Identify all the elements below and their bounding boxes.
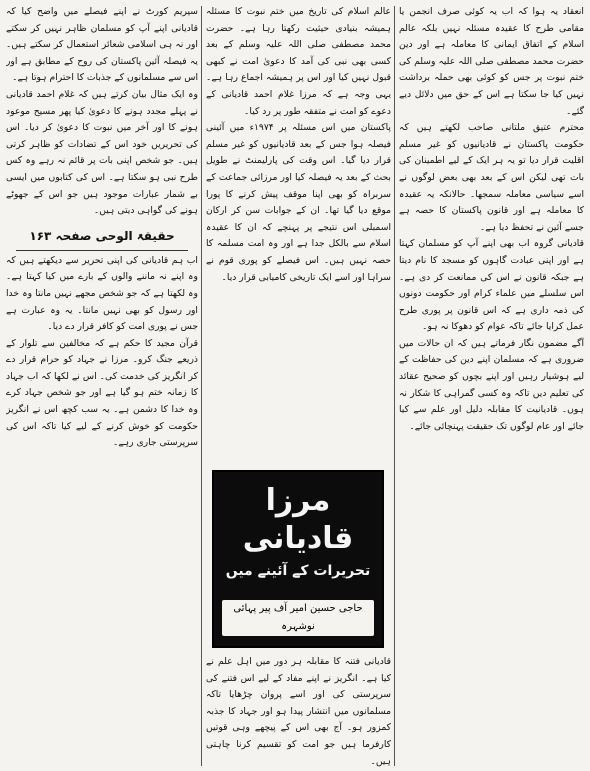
article-column-left <box>6 4 198 767</box>
column-divider <box>201 6 202 766</box>
paragraph: وہ ایک مثال بیان کرتے ہیں کہ غلام احمد قادیانی نے پہلے مجدد ہونے کا دعویٰ کیا پھر مسیح موعود ہونے کا اور آخر میں نبوت کا دعویٰ کر دیا۔ اس کی تحریریں خود اس کے تضادات کو ظاہر کرتی ہیں۔ جو شخص اپنی بات پر قائم نہ رہے وہ کس طرح نبی ہو سکتا ہے۔ اس کی کتابوں میں ایسی بے شمار عبارات موجود ہیں جو اس کے جھوٹے ہونے کی گواہی دیتی ہیں۔ <box>6 88 198 217</box>
paragraph: عالم اسلام کی تاریخ میں ختم نبوت کا مسئلہ ہمیشہ بنیادی حیثیت رکھتا رہا ہے۔ حضرت محمد مصطفی صلی اللہ علیہ وسلم کے بعد کسی بھی نبی کی آمد کا دعویٰ امت نے کبھی قبول نہیں کیا اور اس پر ہمیشہ اجماع رہا ہے۔ یہی وجہ ہے کہ مرزا غلام احمد قادیانی کے دعوے کو امت نے متفقہ طور پر رد کیا۔ <box>206 6 391 117</box>
newspaper-page <box>6 4 584 767</box>
column-divider <box>394 6 395 766</box>
paragraph: آگے مضمون نگار فرماتے ہیں کہ ان حالات میں ضروری ہے کہ مسلمان اپنے دین کی حفاظت کے لیے ہوشیار رہیں اور اپنے بچوں کو صحیح عقائد کی تعلیم دیں تاکہ وہ کسی گمراہی کا شکار نہ ہوں۔ قادیانیت کا مقابلہ دلیل اور علم سے کیا جائے اور عام لوگوں تک حقیقت پہنچائی جائے۔ <box>399 337 584 432</box>
paragraph: انعقاد یہ ہوا کہ اب یہ کوئی صرف انجمن یا مقامی طرح کا عقیدہ مسئلہ نہیں بلکہ عالم اسلام کے اتفاق ایمانی کا معاملہ ہے اور دین حضرت محمد مصطفی صلی اللہ علیہ وسلم کی ختم نبوت پر جس کو کوئی بھی حملہ برداشت نہیں کیا جا سکتا ہے اس کے حق میں دلائل دیے گئے۔ <box>399 6 584 117</box>
section-heading: حقیقۃ الوحی صفحہ ۱۶۳ <box>29 228 175 243</box>
article-subtitle: تحریرات کے آئینے میں <box>225 563 371 579</box>
article-title-box <box>212 470 384 648</box>
paragraph: پاکستان میں اس مسئلہ پر ۱۹۷۴ء میں آئینی فیصلہ ہوا جس کے بعد قادیانیوں کو غیر مسلم قرار دیا گیا۔ اس وقت کی پارلیمنٹ نے طویل بحث کے بعد یہ فیصلہ کیا اور مرزائی جماعت کے سربراہ کو بھی اپنا موقف پیش کرنے کا پورا موقع دیا گیا تھا۔ ان کے جوابات سن کر ارکان اسمبلی اس نتیجے پر پہنچے کہ ان کا عقیدہ اسلام سے بالکل جدا ہے اور وہ امت مسلمہ کا حصہ نہیں ہیں۔ اس فیصلے کو پوری قوم نے سراہا اور اسے ایک تاریخی کامیابی قرار دیا۔ <box>206 122 391 283</box>
paragraph: سپریم کورٹ نے اپنے فیصلے میں واضح کیا کہ قادیانی اپنے آپ کو مسلمان ظاہر نہیں کر سکتے اور نہ ہی اسلامی شعائر استعمال کر سکتے ہیں۔ یہ فیصلہ آئین پاکستان کی روح کے مطابق ہے اور اس سے مسلمانوں کے جذبات کا احترام ہوتا ہے۔ <box>6 6 198 84</box>
paragraph: قادیانی گروہ اب بھی اپنے آپ کو مسلمان کہتا ہے اور اپنی عبادت گاہوں کو مسجد کا نام دیتا ہے جبکہ قانون نے اس کی ممانعت کر دی ہے۔ اس سلسلے میں علماء کرام اور حکومت دونوں کی ذمہ داری ہے کہ اس قانون پر پوری طرح عمل کرایا جائے تاکہ عوام کو دھوکا نہ ہو۔ <box>399 238 584 333</box>
article-column-middle <box>206 4 391 434</box>
paragraph: محترم عتیق ملتانی صاحب لکھتے ہیں کہ حکومت پاکستان نے قادیانیوں کو غیر مسلم اقلیت قرار دیا تو یہ ہر ایک کے لیے اطمینان کی بات تھی لیکن اس کے بعد بھی بعض لوگوں نے اسے سیاسی معاملہ سمجھا۔ حالانکہ یہ عقیدہ کا معاملہ ہے اور قانون پاکستان کا حصہ ہے جسے آئین نے تحفظ دیا ہے۔ <box>399 122 584 233</box>
article-column-middle-lower <box>206 654 391 767</box>
heading-underline <box>16 250 188 251</box>
article-column-right <box>399 4 584 767</box>
paragraph: اب ہم قادیانی کی اپنی تحریر سے دیکھتے ہیں کہ وہ اپنے نہ ماننے والوں کے بارے میں کیا کہتا ہے۔ وہ لکھتا ہے کہ جو شخص مجھے نہیں مانتا وہ خدا اور رسول کو بھی نہیں مانتا۔ یہ وہ عبارت ہے جس نے پوری امت کو کافر قرار دے دیا۔ <box>6 254 198 333</box>
paragraph: قادیانی فتنہ کا مقابلہ ہر دور میں اہل علم نے کیا ہے۔ انگریز نے اپنے مفاد کے لیے اس فتنے کی سرپرستی کی اور اسے پروان چڑھایا تاکہ مسلمانوں میں انتشار پیدا ہو اور جہاد کا جذبہ کمزور ہو۔ آج بھی اس کے پیچھے وہی قوتیں کارفرما ہیں جو امت کو تقسیم کرنا چاہتی ہیں۔ <box>206 656 391 767</box>
paragraph: قرآن مجید کا حکم ہے کہ مخالفین سے تلوار کے ذریعے جنگ کرو۔ مرزا نے جہاد کو حرام قرار دے کر انگریز کی خدمت کی۔ اس نے لکھا کہ اب جہاد کا زمانہ ختم ہو گیا ہے اور جو شخص جہاد کرے وہ خدا کا دشمن ہے۔ یہ سب کچھ اس نے انگریز حکومت کو خوش کرنے کے لیے کیا تاکہ اس کی سرپرستی جاری رہے۔ <box>6 337 198 449</box>
article-title: مرزا قادیانی <box>242 483 354 556</box>
author-byline: حاجی حسین امیر آف پیر پہائی نوشہرہ <box>222 600 374 636</box>
